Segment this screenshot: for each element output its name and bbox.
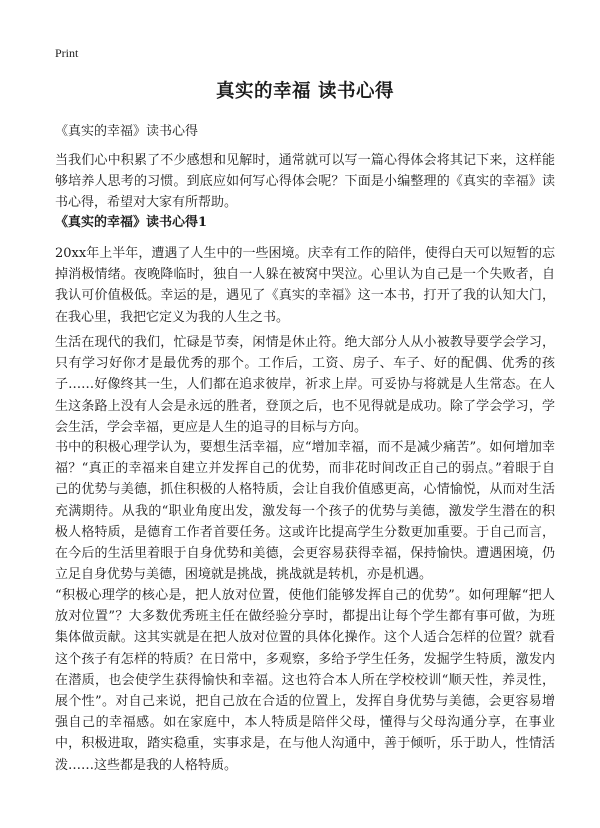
body-paragraph-2: 生活在现代的我们，忙碌是节奏，闲情是休止符。绝大部分人从小被教导要学会学习，只有学习好你才是最优秀的那个。工作后，工资、房子、车子、好的配偶、优秀的孩子……好像终其一生，人们都在追求彼岸，祈求上岸。可妥协与将就是人生常态。在人生这条路上没有人会是永远的胜者，登顶之后，也不见得就是成功。除了学会学习，学会生活，学会幸福，更应是人生的追寻的目标与方向。: [55, 335, 555, 435]
page-title: 真实的幸福 读书心得: [216, 81, 394, 102]
intro-paragraph: 当我们心中积累了不少感想和见解时，通常就可以写一篇心得体会将其记下来，这样能够培养人思考的习惯。到底应如何写心得体会呢？下面是小编整理的《真实的幸福》读书心得，希望对大家有所帮助。: [55, 153, 555, 211]
body-paragraph-3: 书中的积极心理学认为，要想生活幸福，应“增加幸福，而不是减少痛苦”。如何增加幸福？“真正的幸福来自建立并发挥自己的优势，而非花时间改正自己的弱点。”着眼于自己的优势与美德，抓住积极的人格特质，会让自我价值感更高，心情愉悦，从而对生活充满期待。从我的“职业角度出发，激发每一个孩子的优势与美德，激发学生潜在的积极人格特质，是德育工作者首要任务。这或许比提高学生分数更加重要。于自己而言，在今后的生活里着眼于自身优势和美德，会更容易获得幸福，保持愉快。遭遇困境，仍立足自身优势与美德，困境就是挑战，挑战就是转机，亦是机遇。: [55, 440, 555, 583]
section-heading: 《真实的幸福》读书心得1: [55, 215, 208, 230]
print-link[interactable]: Print: [55, 46, 79, 60]
body-paragraph-1: 20xx年上半年，遭遇了人生中的一些困境。庆幸有工作的陪伴，使得白天可以短暂的忘掉消极情绪。夜晚降临时，独自一人躲在被窝中哭泣。心里认为自己是一个失败者，自我认可价值极低。幸运的是，遇见了《真实的幸福》这一本书，打开了我的认知大门，在我心里，我把它定义为我的人生之书。: [55, 246, 555, 325]
body-paragraph-4: “积极心理学的核心是，把人放对位置，使他们能够发挥自己的优势”。如何理解“把人放对位置”？大多数优秀班主任在做经验分享时，都提出让每个学生都有事可做，为班集体做贡献。这其实就是在把人放对位置的具体化操作。这个人适合怎样的位置？就看这个孩子有怎样的特质？在日常中，多观察，多给予学生任务，发掘学生特质，激发内在潜质，也会使学生获得愉快和幸福。这也符合本人所在学校校训“顺天性，养灵性，展个性”。对自己来说，把自己放在合适的位置上，发挥自身优势与美德，会更容易增强自己的幸福感。如在家庭中，本人特质是陪伴父母，懂得与父母沟通分享，在事业中，积极进取，踏实稳重，实事求是，在与他人沟通中，善于倾听，乐于助人，性情活泼……这些都是我的人格特质。: [55, 588, 555, 773]
document-subtitle: 《真实的幸福》读书心得: [55, 124, 199, 139]
